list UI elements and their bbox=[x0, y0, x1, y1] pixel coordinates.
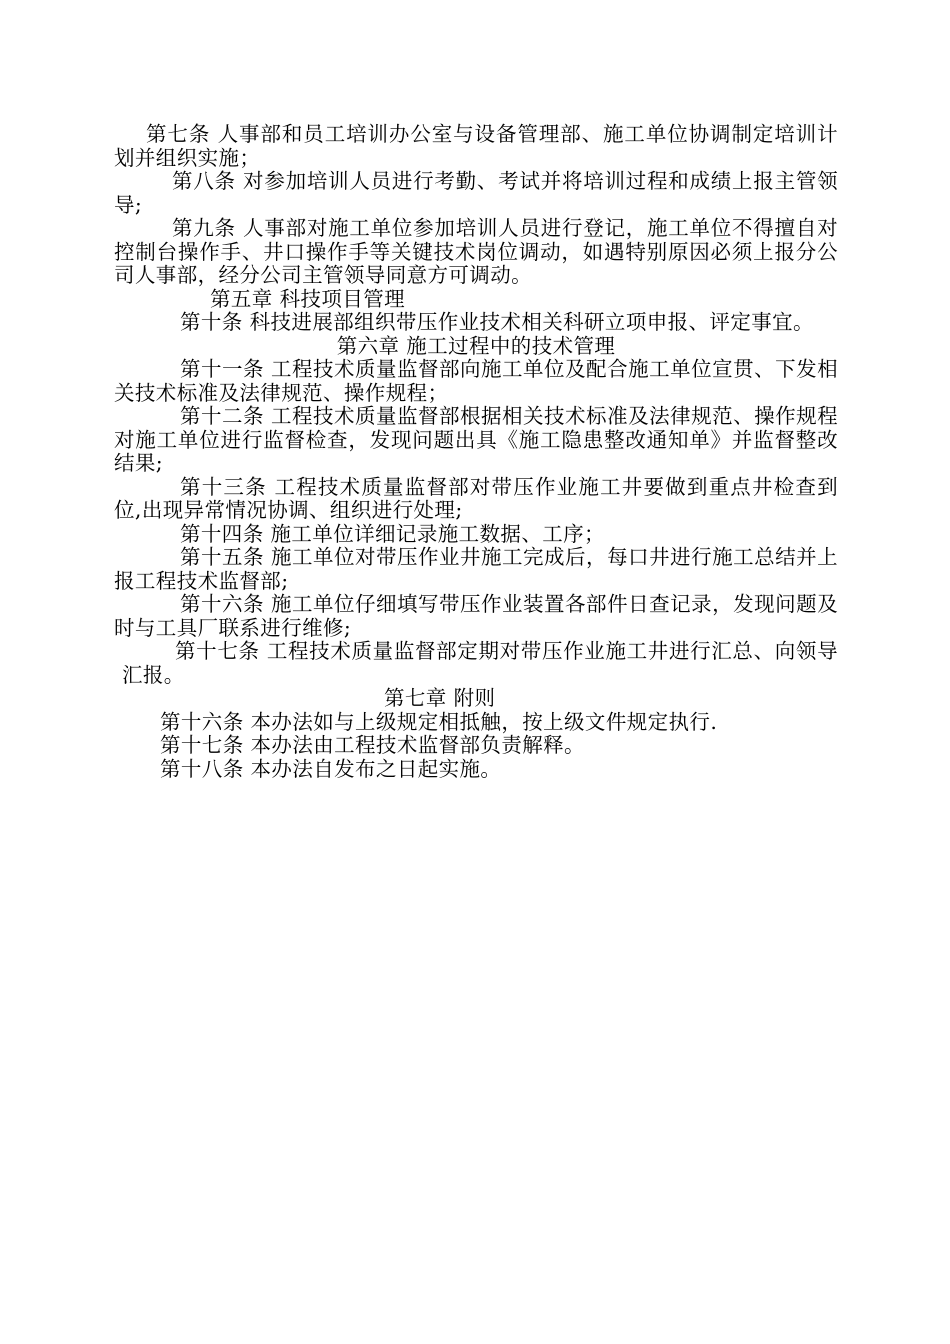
article-9: 第九条 人事部对施工单位参加培训人员进行登记，施工单位不得擅自对控制台操作手、井口操作手等关键技术岗位调动，如遇特别原因必须上报分公司人事部，经分公司主管领导同意方可调动。 bbox=[114, 216, 838, 287]
article-12: 第十二条 工程技术质量监督部根据相关技术标准及法律规范、操作规程对施工单位进行监督检查，发现问题出具《施工隐患整改通知单》并监督整改结果; bbox=[114, 404, 838, 475]
document-body bbox=[114, 123, 838, 781]
article-8: 第八条 对参加培训人员进行考勤、考试并将培训过程和成绩上报主管领导; bbox=[114, 169, 838, 217]
article-17: 第十七条 工程技术质量监督部定期对带压作业施工井进行汇总、向领导汇报。 bbox=[122, 639, 838, 687]
article-16: 第十六条 施工单位仔细填写带压作业装置各部件日查记录，发现问题及时与工具厂联系进行维修; bbox=[114, 592, 838, 640]
article-14: 第十四条 施工单位详细记录施工数据、工序； bbox=[180, 521, 605, 546]
article-13: 第十三条 工程技术质量监督部对带压作业施工井要做到重点井检查到位,出现异常情况协调、组织进行处理; bbox=[114, 474, 838, 522]
article-11: 第十一条 工程技术质量监督部向施工单位及配合施工单位宣贯、下发相关技术标准及法律规范、操作规程； bbox=[114, 357, 838, 405]
appendix-article-16: 第十六条 本办法如与上级规定相抵触，按上级文件规定执行. bbox=[160, 709, 718, 734]
appendix-article-18: 第十八条 本办法自发布之日起实施。 bbox=[160, 756, 502, 781]
chapter-7-heading: 第七章 附则 bbox=[384, 686, 496, 710]
article-7: 第七条 人事部和员工培训办公室与设备管理部、施工单位协调制定培训计划并组织实施； bbox=[114, 122, 838, 170]
chapter-5-heading: 第五章 科技项目管理 bbox=[210, 286, 406, 311]
article-10: 第十条 科技进展部组织带压作业技术相关科研立项申报、评定事宜。 bbox=[180, 310, 814, 334]
chapter-6-heading: 第六章 施工过程中的技术管理 bbox=[336, 333, 616, 358]
article-15: 第十五条 施工单位对带压作业井施工完成后，每口井进行施工总结并上报工程技术监督部; bbox=[114, 545, 838, 593]
appendix-article-17: 第十七条 本办法由工程技术监督部负责解释。 bbox=[160, 733, 585, 757]
